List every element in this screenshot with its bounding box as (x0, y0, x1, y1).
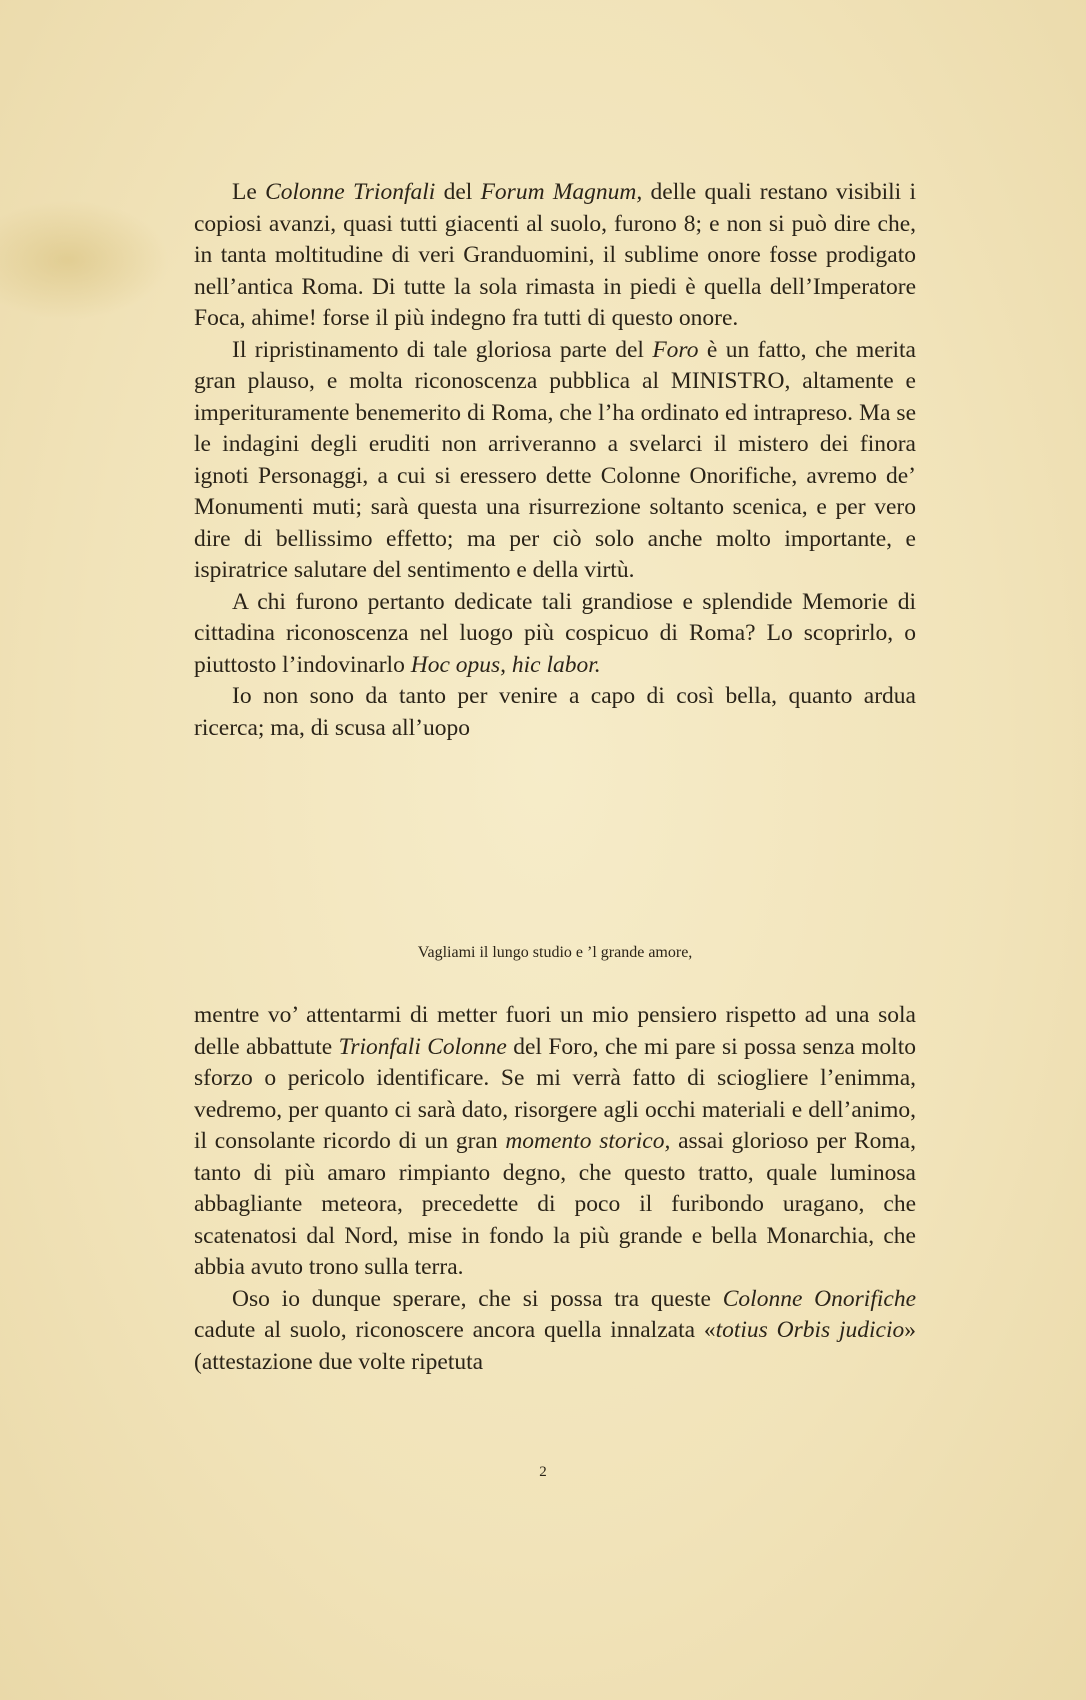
text-run: mentre vo’ attentarmi di metter fuori un mio pensiero rispetto ad una sola delle abbattute (194, 1002, 916, 1060)
italic-run: Hoc opus, hic labor. (410, 651, 601, 678)
text-run: assai glorioso per Roma, tanto di più amaro rimpianto degno, che questo tratto, quale luminosa abbagliante meteora, precedette di poco il furibondo uragano, che scatenatosi dal Nord, mise in fondo la più grande e bella Monarchia, che abbia avuto trono sulla terra. (194, 1128, 916, 1280)
body-text-bottom (194, 1000, 916, 1378)
paragraph-ripristinamento (194, 335, 916, 587)
paragraph-a-chi-furono (194, 587, 916, 682)
paragraph-io-non-sono (194, 681, 916, 744)
text-run: Le (232, 179, 266, 205)
quotation-line: Vagliami il lungo studio e ’l grande amore, (417, 944, 693, 961)
italic-run: Colonne Onorifiche (722, 1285, 916, 1312)
text-run: del (435, 179, 481, 205)
italic-run: totius Orbis judicio (715, 1317, 905, 1343)
text-run: A chi furono pertanto dedicate tali grandiose e splendide Memorie di cittadina riconoscenza nel luogo più cospicuo di Roma? Lo scoprirlo, o piuttosto l’indovinarlo (194, 588, 916, 678)
text-run: del Foro, che mi pare si possa senza molto sforzo o pericolo identificare. Se mi verrà fatto di sciogliere l’enimma, vedremo, per quanto ci sarà dato, risorgere agli occhi materiali e dell’animo, il consolante ricordo di un gran (194, 1033, 916, 1154)
text-run: » (attestazione due volte ripetuta (194, 1317, 916, 1375)
body-text-top (194, 177, 916, 744)
paragraph-mentre (194, 1000, 916, 1284)
bleed-through-stain (0, 200, 170, 320)
text-run: Io non sono da tanto per venire a capo di così bella, quanto ardua ricerca; ma, di scusa all’uopo (194, 683, 916, 741)
text-run: delle quali restano visibili i copiosi avanzi, quasi tutti giacenti al suolo, furono 8; e non si può dire che, in tanta moltitudine di veri Granduomini, il sublime onore fosse prodigato nell’antica Roma. Di tutte la sola rimasta in piedi è quella dell’Imperatore Foca, ahime! forse il più indegno fra tutti di questo onore. (194, 179, 916, 331)
italic-run: Forum Magnum, (480, 179, 643, 205)
italic-run: Colonne Trionfali (265, 179, 436, 205)
italic-run: Trionfali Colonne (338, 1033, 507, 1060)
text-run: cadute al suolo, riconoscere ancora quella innalzata « (194, 1317, 716, 1343)
italic-run: Foro (652, 336, 699, 363)
text-run: è un fatto, che merita gran plauso, e molta riconoscenza pubblica al MINISTRO, altamente e imperituramente benemerito di Roma, che l’ha ordinato ed intrapreso. Ma se le indagini degli eruditi non arriveranno a svelarci il mistero dei finora ignoti Personaggi, a cui si eressero dette Colonne Onorifiche, avremo de’ Monumenti muti; sarà questa una risurrezione soltanto scenica, e per vero dire di bellissimo effetto; ma per ciò solo anche molto importante, e ispiratrice salutare del sentimento e della virtù. (194, 336, 916, 583)
page-number: 2 (539, 1464, 547, 1480)
text-run: Oso io dunque sperare, che si possa tra queste (232, 1285, 723, 1312)
text-run: Il ripristinamento di tale gloriosa parte del (232, 336, 653, 363)
paragraph-oso-io (194, 1284, 916, 1379)
italic-run: momento storico, (505, 1128, 671, 1154)
paragraph-colonne-trionfali (194, 177, 916, 335)
